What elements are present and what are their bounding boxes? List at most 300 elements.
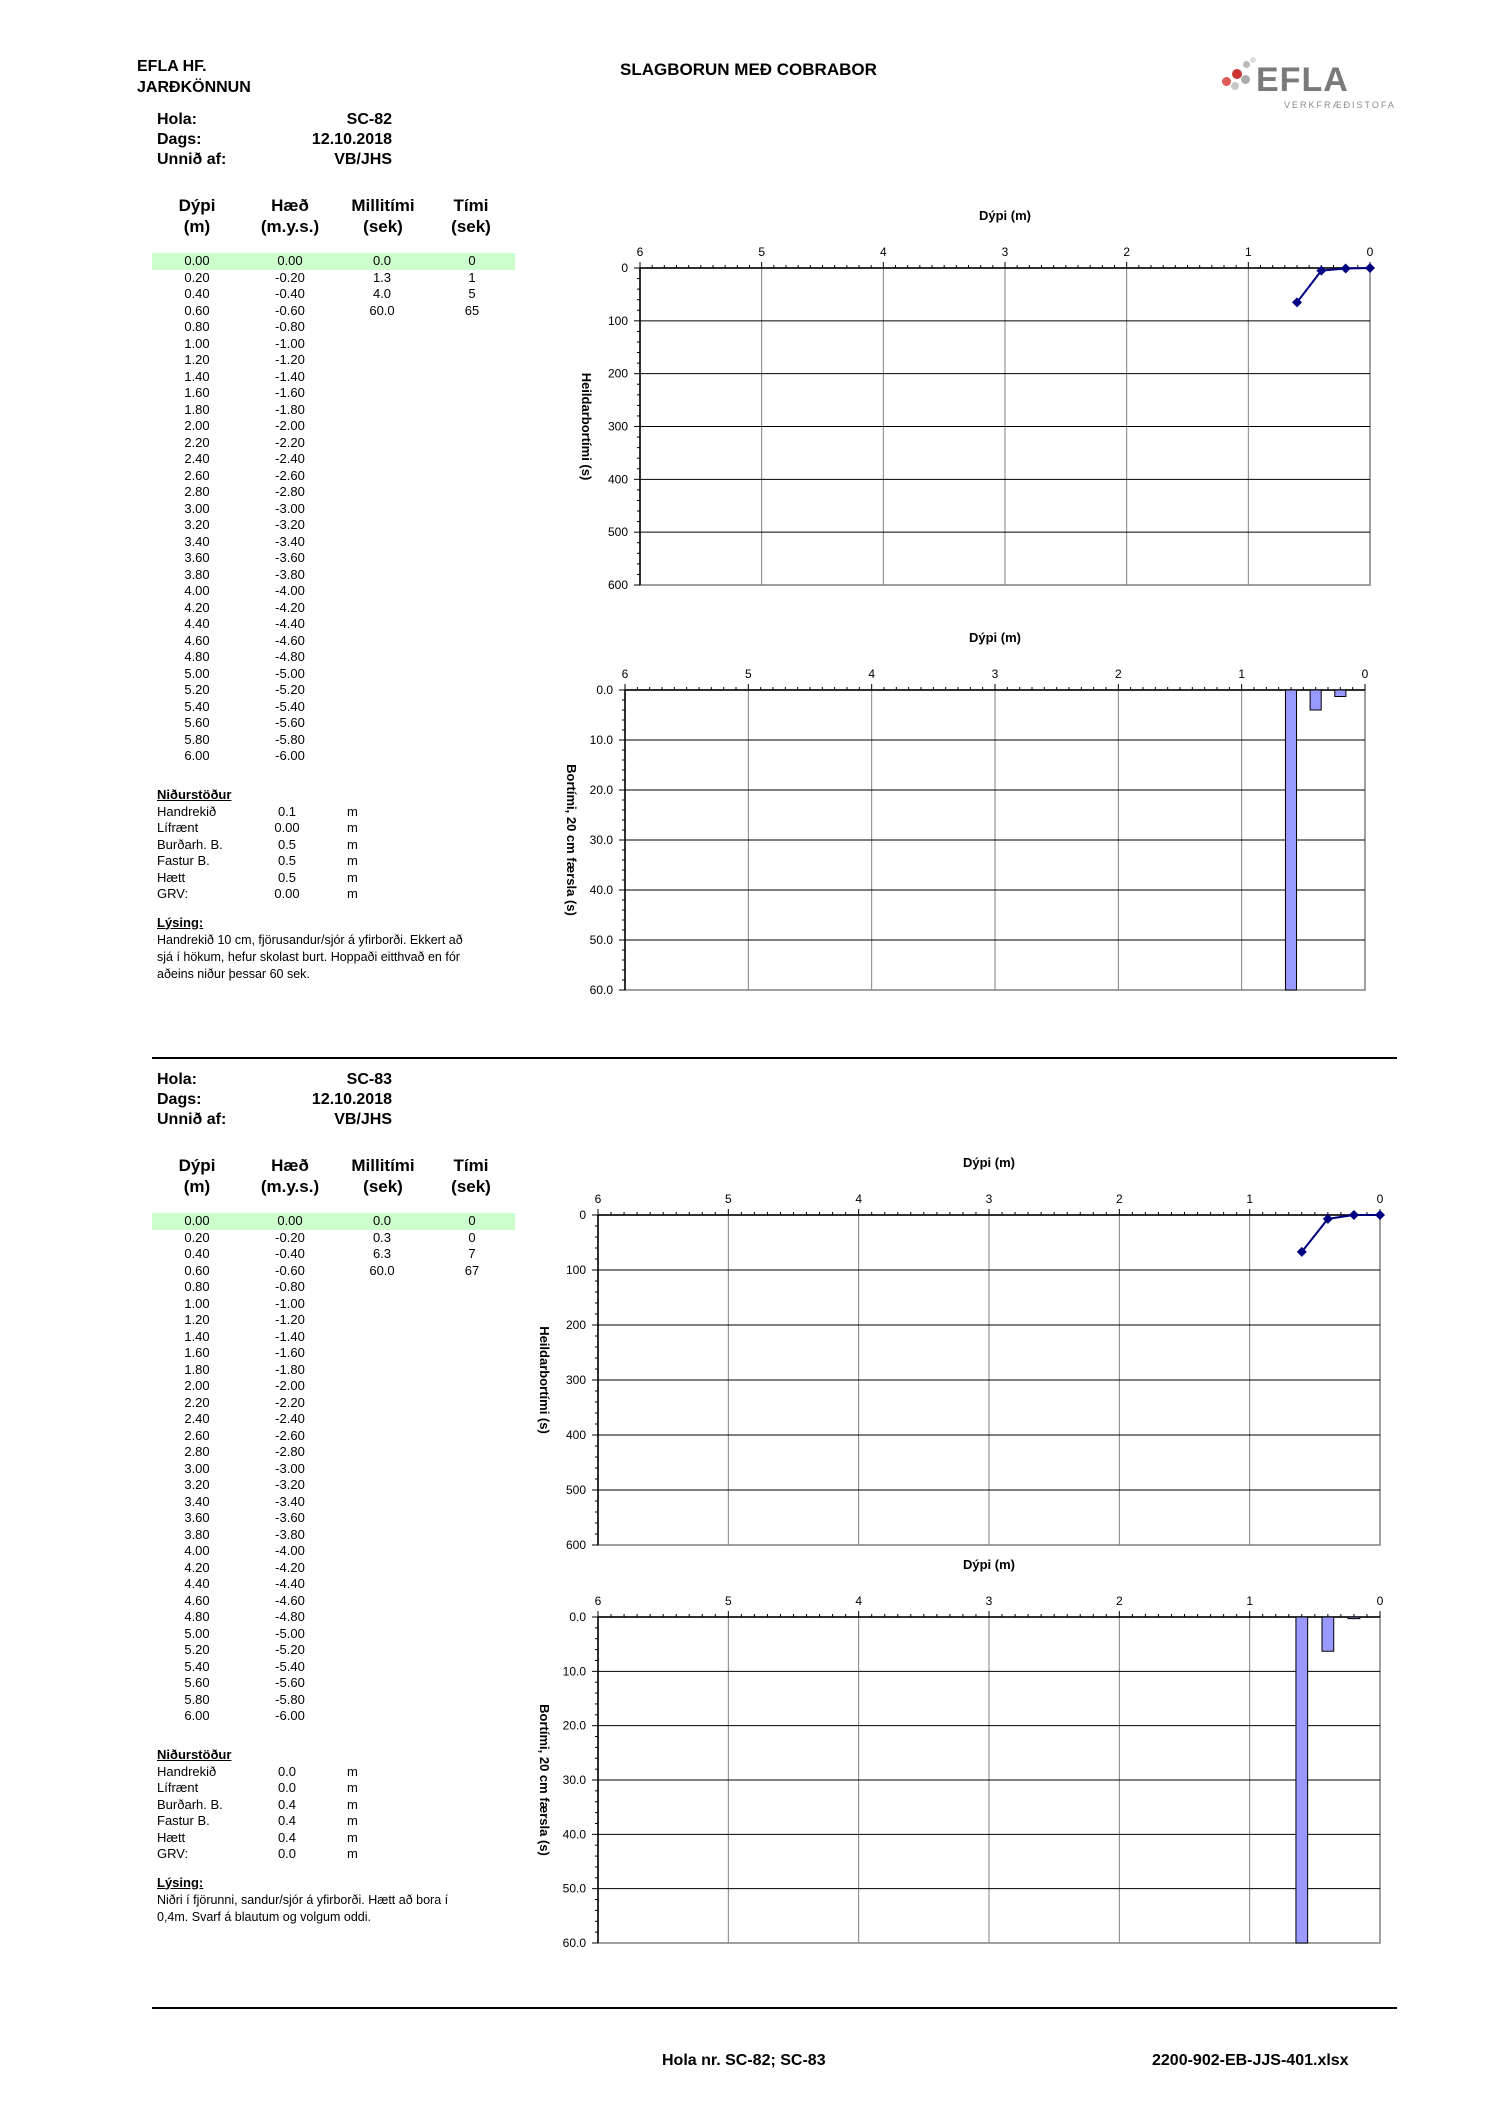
table-row xyxy=(152,616,515,633)
table-row xyxy=(152,1593,515,1610)
elevation-cell: -5.60 xyxy=(275,1675,305,1690)
y-tick-label: 0.0 xyxy=(569,1610,586,1624)
table-row xyxy=(152,484,515,501)
table-row xyxy=(152,1329,515,1346)
x-tick-label: 1 xyxy=(1246,1594,1254,1608)
elevation-cell: -1.80 xyxy=(275,401,305,417)
table-row xyxy=(152,1279,515,1296)
x-tick-label: 6 xyxy=(594,1594,602,1608)
data-bar xyxy=(1296,1617,1308,1943)
elevation-cell: -3.80 xyxy=(275,1526,305,1542)
table-row xyxy=(152,1312,515,1329)
elevation-cell: -5.40 xyxy=(275,1658,305,1674)
y-tick-label: 200 xyxy=(565,1318,586,1332)
result-value: 0.4 xyxy=(277,1829,297,1845)
column-header-line: (sek) xyxy=(451,217,491,236)
elevation-cell: -5.40 xyxy=(275,698,305,714)
y-tick-label: 50.0 xyxy=(562,1881,586,1896)
depth-cell: 5.80 xyxy=(184,731,210,747)
x-tick-label: 1 xyxy=(1246,1192,1254,1206)
table-row xyxy=(152,303,515,320)
table-row xyxy=(152,385,515,402)
depth-cell: 4.00 xyxy=(184,583,210,598)
result-name: Fastur B. xyxy=(157,853,210,868)
result-value: 0.5 xyxy=(277,869,297,885)
depth-cell: 4.80 xyxy=(184,649,210,664)
depth-cell: 4.60 xyxy=(184,632,210,648)
table-row xyxy=(152,1444,515,1461)
elevation-cell: -1.40 xyxy=(275,1328,305,1344)
depth-cell: 6.00 xyxy=(184,748,210,763)
footer-holes: Hola nr. SC-82; SC-83 xyxy=(662,2052,826,2069)
column-header-line: Dýpi xyxy=(178,196,216,215)
table-row xyxy=(152,319,515,336)
elevation-cell: -4.40 xyxy=(275,616,305,631)
y-tick-label: 600 xyxy=(607,578,628,592)
table-row xyxy=(152,253,515,270)
description-title: Lýsing: xyxy=(157,914,204,930)
y-axis-title: Heildarbortími (s) xyxy=(579,372,594,481)
table-row xyxy=(152,1560,515,1577)
column-header-line: Hæð xyxy=(271,1156,309,1175)
x-tick-label: 6 xyxy=(621,667,629,681)
y-tick-label: 20.0 xyxy=(589,783,613,797)
column-header-line: Tími xyxy=(453,1156,489,1175)
table-row xyxy=(152,402,515,419)
y-tick-label: 60.0 xyxy=(589,983,613,997)
x-tick-label: 2 xyxy=(1123,245,1131,259)
y-axis-title: Bortími, 20 cm færsla (s) xyxy=(564,764,579,916)
y-axis-title: Heildarbortími (s) xyxy=(537,1326,552,1434)
elevation-cell: -1.20 xyxy=(275,1312,305,1327)
data-bar xyxy=(1335,690,1346,697)
y-tick-label: 20.0 xyxy=(562,1718,586,1733)
depth-cell: 3.00 xyxy=(184,500,210,516)
table-row xyxy=(152,1576,515,1593)
column-header-line: (m.y.s.) xyxy=(260,1177,320,1196)
y-tick-label: 30.0 xyxy=(562,1773,586,1787)
x-tick-label: 3 xyxy=(1001,245,1009,259)
data-bar xyxy=(1285,690,1296,990)
table-row xyxy=(152,1461,515,1478)
y-tick-label: 300 xyxy=(565,1373,586,1387)
result-value: 0.4 xyxy=(277,1813,297,1828)
table-row xyxy=(152,732,515,749)
elevation-cell: -5.00 xyxy=(275,1625,305,1641)
elevation-cell: -4.20 xyxy=(275,599,305,615)
cumulative-time-chart xyxy=(537,1155,1385,1552)
result-value: 0.00 xyxy=(274,820,300,835)
interval-cell: 60.0 xyxy=(369,302,395,318)
result-unit: m xyxy=(347,1763,358,1779)
depth-cell: 5.80 xyxy=(184,1691,210,1707)
elevation-cell: -5.00 xyxy=(275,665,305,681)
depth-cell: 3.80 xyxy=(184,566,210,582)
description-line: Niðri í fjörunni, sandur/sjór á yfirborði. Hætt að bora í xyxy=(157,1892,449,1907)
depth-cell: 5.60 xyxy=(184,1675,210,1690)
x-tick-label: 2 xyxy=(1115,1594,1123,1608)
result-row xyxy=(157,1780,377,1797)
data-bar xyxy=(1322,1617,1334,1651)
depth-cell: 0.60 xyxy=(184,302,210,318)
result-unit: m xyxy=(347,886,358,901)
y-tick-label: 100 xyxy=(607,313,628,328)
table-row xyxy=(152,666,515,683)
elevation-cell: -2.20 xyxy=(275,1394,305,1410)
efla-logo xyxy=(1222,55,1396,117)
table-row xyxy=(152,435,515,452)
y-tick-label: 200 xyxy=(607,366,628,381)
y-tick-label: 0.0 xyxy=(596,683,613,697)
elevation-cell: -3.00 xyxy=(275,1460,305,1476)
boring-table xyxy=(152,1213,515,1725)
result-value: 0.5 xyxy=(277,836,297,852)
depth-cell: 2.60 xyxy=(184,1427,210,1443)
result-name: GRV: xyxy=(157,1846,189,1861)
info-row-unnid-af xyxy=(157,150,392,170)
elevation-cell: -0.60 xyxy=(275,302,305,318)
boring-table xyxy=(152,253,515,765)
info-label-dags: Dags: xyxy=(157,1091,202,1108)
table-row xyxy=(152,633,515,650)
table-row xyxy=(152,451,515,468)
elevation-cell: -4.00 xyxy=(275,1543,305,1558)
table-row xyxy=(152,1213,515,1230)
column-header-line: (m.y.s.) xyxy=(260,217,320,236)
result-value: 0.0 xyxy=(277,1780,297,1795)
table-row xyxy=(152,336,515,353)
elevation-cell: -4.40 xyxy=(275,1576,305,1591)
description-line: aðeins niður þessar 60 sek. xyxy=(157,966,310,981)
depth-cell: 1.00 xyxy=(184,1295,210,1311)
elevation-cell: -2.40 xyxy=(275,451,305,466)
elevation-cell: -4.00 xyxy=(275,583,305,598)
info-value-hola: SC-82 xyxy=(346,111,392,128)
footer-filename: 2200-902-EB-JJS-401.xlsx xyxy=(1152,2052,1349,2069)
y-tick-label: 50.0 xyxy=(589,933,613,947)
depth-cell: 3.60 xyxy=(184,550,210,565)
table-row xyxy=(152,1609,515,1626)
depth-cell: 4.20 xyxy=(184,599,210,615)
results-list xyxy=(157,1764,377,1863)
table-row xyxy=(152,1477,515,1494)
table-row xyxy=(152,517,515,534)
data-bar xyxy=(1348,1617,1360,1619)
elevation-cell: -2.60 xyxy=(275,1427,305,1443)
depth-cell: 3.40 xyxy=(184,1493,210,1509)
result-unit: m xyxy=(347,853,358,868)
table-row xyxy=(152,270,515,287)
table-row xyxy=(152,748,515,765)
elevation-cell: 0.00 xyxy=(277,1213,303,1228)
elevation-cell: -2.20 xyxy=(275,434,305,450)
elevation-cell: -1.80 xyxy=(275,1361,305,1377)
interval-cell: 1.3 xyxy=(372,269,392,285)
table-row xyxy=(152,418,515,435)
y-axis-title: Bortími, 20 cm færsla (s) xyxy=(537,1704,552,1856)
info-value-dags: 12.10.2018 xyxy=(311,131,392,148)
x-tick-label: 4 xyxy=(879,245,887,259)
depth-cell: 1.00 xyxy=(184,335,210,351)
time-cell: 0 xyxy=(468,1229,476,1245)
result-row xyxy=(157,1813,377,1830)
x-tick-label: 1 xyxy=(1244,245,1252,259)
result-row xyxy=(157,820,377,837)
result-name: Lífrænt xyxy=(157,820,199,835)
depth-cell: 5.60 xyxy=(184,715,210,730)
result-unit: m xyxy=(347,1813,358,1828)
info-row-hola xyxy=(157,110,392,130)
elevation-cell: -0.80 xyxy=(275,319,305,334)
depth-cell: 1.60 xyxy=(184,1345,210,1360)
depth-cell: 5.20 xyxy=(184,682,210,697)
table-row xyxy=(152,1642,515,1659)
cumulative-time-chart xyxy=(579,200,1374,592)
depth-cell: 0.00 xyxy=(184,253,210,268)
x-tick-label: 0 xyxy=(1361,667,1369,681)
column-header-line: (sek) xyxy=(451,1177,491,1196)
depth-cell: 4.00 xyxy=(184,1543,210,1558)
x-tick-label: 2 xyxy=(1115,1192,1123,1206)
depth-cell: 3.00 xyxy=(184,1460,210,1476)
time-cell: 5 xyxy=(468,286,476,301)
result-value: 0.1 xyxy=(277,803,297,819)
depth-cell: 1.80 xyxy=(184,1361,210,1377)
elevation-cell: -4.80 xyxy=(275,649,305,664)
elevation-cell: -1.00 xyxy=(275,335,305,351)
elevation-cell: -0.40 xyxy=(275,286,305,301)
interval-cell: 0.0 xyxy=(372,253,392,268)
depth-cell: 4.40 xyxy=(184,1576,210,1591)
elevation-cell: -2.40 xyxy=(275,1411,305,1426)
depth-cell: 3.20 xyxy=(184,1477,210,1492)
results-title: Niðurstöður xyxy=(157,786,232,802)
elevation-cell: -5.20 xyxy=(275,682,305,697)
x-tick-label: 5 xyxy=(744,667,752,681)
depth-cell: 4.80 xyxy=(184,1609,210,1624)
elevation-cell: -2.00 xyxy=(275,418,305,433)
result-row xyxy=(157,1797,377,1814)
depth-cell: 5.40 xyxy=(184,698,210,714)
elevation-cell: -0.60 xyxy=(275,1262,305,1278)
info-value-dags: 12.10.2018 xyxy=(311,1091,392,1108)
elevation-cell: -3.20 xyxy=(275,517,305,532)
depth-cell: 2.00 xyxy=(184,1378,210,1393)
elevation-cell: -1.60 xyxy=(275,1345,305,1360)
result-value: 0.5 xyxy=(277,853,297,868)
table-row xyxy=(152,369,515,386)
table-row xyxy=(152,1675,515,1692)
table-row xyxy=(152,682,515,699)
info-value-unnid-af: VB/JHS xyxy=(334,151,392,168)
depth-cell: 1.40 xyxy=(184,368,210,384)
x-tick-label: 3 xyxy=(985,1594,993,1608)
depth-cell: 2.00 xyxy=(184,418,210,433)
description-line: sjá í hökum, hefur skolast burt. Hoppaði eitthvað en fór xyxy=(157,949,460,964)
result-name: Lífrænt xyxy=(157,1780,199,1795)
table-row xyxy=(152,1296,515,1313)
depth-cell: 4.60 xyxy=(184,1592,210,1608)
y-tick-label: 30.0 xyxy=(589,833,613,847)
depth-cell: 0.80 xyxy=(184,319,210,334)
table-row xyxy=(152,1230,515,1247)
document-title: SLAGBORUN MEÐ COBRABOR xyxy=(620,60,877,79)
result-row xyxy=(157,837,377,854)
depth-cell: 3.80 xyxy=(184,1526,210,1542)
x-axis-title: Dýpi (m) xyxy=(969,630,1021,645)
interval-cell: 0.0 xyxy=(372,1213,392,1228)
time-cell: 67 xyxy=(464,1262,480,1278)
info-value-hola: SC-83 xyxy=(346,1071,392,1088)
hole-info xyxy=(157,1070,392,1130)
depth-cell: 6.00 xyxy=(184,1708,210,1723)
result-name: Handrekið xyxy=(157,1763,217,1779)
elevation-cell: -3.40 xyxy=(275,1493,305,1509)
depth-cell: 2.40 xyxy=(184,451,210,466)
x-tick-label: 2 xyxy=(1114,667,1122,681)
result-row xyxy=(157,886,377,903)
info-label-hola: Hola: xyxy=(157,1071,197,1088)
elevation-cell: -2.60 xyxy=(275,467,305,483)
elevation-cell: -3.00 xyxy=(275,500,305,516)
info-row-hola xyxy=(157,1070,392,1090)
result-unit: m xyxy=(347,820,358,835)
x-tick-label: 4 xyxy=(868,667,876,681)
y-tick-label: 400 xyxy=(565,1428,586,1442)
table-row xyxy=(152,1543,515,1560)
result-name: Burðarh. B. xyxy=(157,1796,223,1812)
depth-cell: 1.20 xyxy=(184,1312,210,1327)
company-name xyxy=(137,56,251,98)
result-unit: m xyxy=(347,836,358,852)
elevation-cell: -0.80 xyxy=(275,1279,305,1294)
column-header-line: (m) xyxy=(183,217,211,236)
description-text xyxy=(157,932,517,983)
depth-cell: 1.40 xyxy=(184,1328,210,1344)
table-row xyxy=(152,567,515,584)
elevation-cell: -1.40 xyxy=(275,368,305,384)
x-axis-title: Dýpi (m) xyxy=(963,1155,1015,1170)
y-tick-label: 500 xyxy=(607,525,628,540)
info-label-dags: Dags: xyxy=(157,131,202,148)
result-value: 0.4 xyxy=(277,1796,297,1812)
time-cell: 0 xyxy=(468,253,476,268)
result-row xyxy=(157,853,377,870)
table-row xyxy=(152,1263,515,1280)
interval-cell: 0.3 xyxy=(372,1229,392,1245)
column-header-line: (sek) xyxy=(363,217,403,236)
x-tick-label: 1 xyxy=(1238,667,1246,681)
elevation-cell: -2.00 xyxy=(275,1378,305,1393)
elevation-cell: -2.80 xyxy=(275,484,305,499)
result-name: Hætt xyxy=(157,869,186,885)
table-row xyxy=(152,501,515,518)
x-tick-label: 4 xyxy=(855,1192,863,1206)
info-label-unnid-af: Unnið af: xyxy=(157,151,227,168)
depth-cell: 2.20 xyxy=(184,434,210,450)
x-axis-title: Dýpi (m) xyxy=(979,208,1031,223)
x-tick-label: 3 xyxy=(991,667,999,681)
elevation-cell: -3.20 xyxy=(275,1477,305,1492)
elevation-cell: -4.60 xyxy=(275,1592,305,1608)
elevation-cell: -0.40 xyxy=(275,1246,305,1261)
description-line: Handrekið 10 cm, fjörusandur/sjór á yfirborði. Ekkert að xyxy=(157,932,463,947)
elevation-cell: -3.40 xyxy=(275,533,305,549)
y-tick-label: 0 xyxy=(579,1208,586,1222)
depth-cell: 3.60 xyxy=(184,1510,210,1525)
y-tick-label: 600 xyxy=(565,1538,586,1552)
result-row xyxy=(157,1830,377,1847)
interval-cell: 6.3 xyxy=(372,1246,392,1261)
result-name: Burðarh. B. xyxy=(157,836,223,852)
y-tick-label: 40.0 xyxy=(562,1827,586,1842)
table-row xyxy=(152,534,515,551)
table-row xyxy=(152,1378,515,1395)
column-header-line: Hæð xyxy=(271,196,309,215)
x-tick-label: 0 xyxy=(1366,245,1374,259)
depth-cell: 4.40 xyxy=(184,616,210,631)
depth-cell: 5.00 xyxy=(184,1625,210,1641)
y-tick-label: 40.0 xyxy=(589,883,613,897)
y-tick-label: 400 xyxy=(607,472,628,487)
elevation-cell: 0.00 xyxy=(277,253,303,268)
y-tick-label: 60.0 xyxy=(562,1936,586,1950)
y-tick-label: 500 xyxy=(565,1483,586,1497)
x-tick-label: 6 xyxy=(636,245,644,259)
table-row xyxy=(152,1527,515,1544)
elevation-cell: -1.00 xyxy=(275,1295,305,1311)
result-name: GRV: xyxy=(157,886,189,901)
depth-cell: 0.40 xyxy=(184,1246,210,1261)
logo-subtext: VERKFRÆÐISTOFA xyxy=(1284,100,1396,110)
depth-cell: 1.80 xyxy=(184,401,210,417)
logo-wordmark: EFLA xyxy=(1256,61,1349,99)
depth-cell: 2.40 xyxy=(184,1411,210,1426)
description-line: 0,4m. Svarf á blautum og volgum oddi. xyxy=(157,1909,372,1924)
depth-cell: 2.80 xyxy=(184,1444,210,1459)
column-header-time xyxy=(411,195,531,237)
column-header-line: Millitími xyxy=(351,196,415,215)
depth-cell: 2.80 xyxy=(184,484,210,499)
result-row xyxy=(157,1764,377,1781)
info-value-unnid-af: VB/JHS xyxy=(334,1111,392,1128)
results-title: Niðurstöður xyxy=(157,1746,232,1762)
hole-info xyxy=(157,110,392,170)
interval-time-chart xyxy=(564,620,1370,1010)
x-tick-label: 5 xyxy=(724,1594,732,1608)
x-tick-label: 5 xyxy=(724,1192,732,1206)
elevation-cell: -3.60 xyxy=(275,1510,305,1525)
table-row xyxy=(152,1428,515,1445)
section-divider xyxy=(152,1057,1397,1059)
results-list xyxy=(157,804,377,903)
y-tick-label: 100 xyxy=(565,1263,586,1277)
result-name: Handrekið xyxy=(157,803,217,819)
depth-cell: 0.60 xyxy=(184,1262,210,1278)
column-header-line: Dýpi xyxy=(178,1156,216,1175)
data-bar xyxy=(1310,690,1321,710)
elevation-cell: -6.00 xyxy=(275,1708,305,1723)
column-header-line: (m) xyxy=(183,1177,211,1196)
depth-cell: 3.20 xyxy=(184,517,210,532)
result-unit: m xyxy=(347,803,358,819)
table-row xyxy=(152,1362,515,1379)
info-row-unnid-af xyxy=(157,1110,392,1130)
depth-cell: 4.20 xyxy=(184,1559,210,1575)
info-row-dags xyxy=(157,1090,392,1110)
elevation-cell: -1.60 xyxy=(275,385,305,400)
table-row xyxy=(152,1395,515,1412)
